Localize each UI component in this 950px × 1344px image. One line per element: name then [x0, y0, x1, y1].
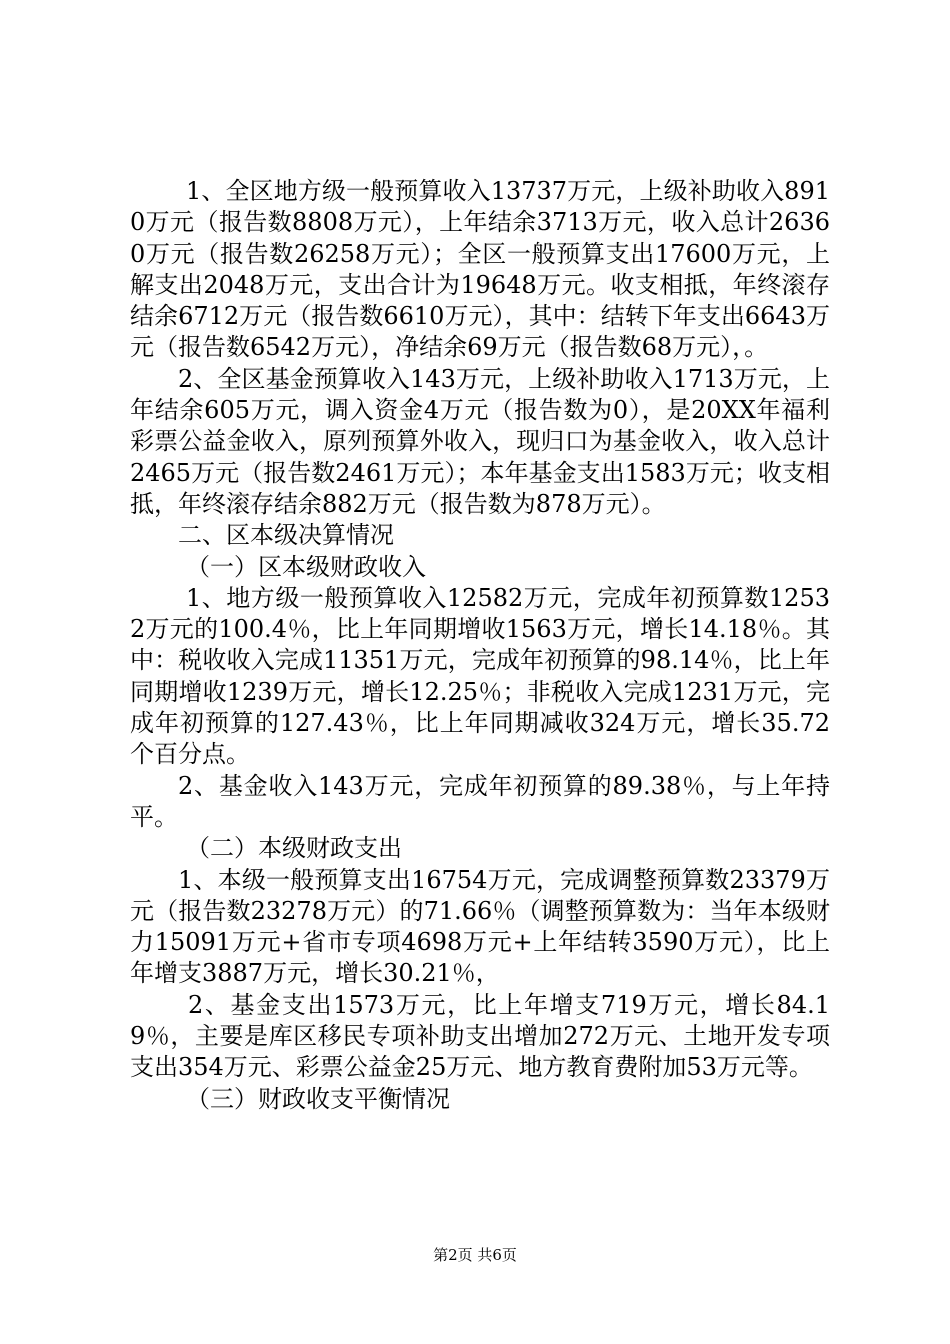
subsection-heading-balance: （三）财政收支平衡情况 [186, 1084, 450, 1113]
subsection-heading-revenue: （一）区本级财政收入 [186, 552, 426, 581]
document-body [130, 176, 830, 1115]
paragraph-fund-budget-summary: 2、全区基金预算收入143万元，上级补助收入1713万元，上年结余605万元，调入资金4万元（报告数为0），是20XX年福利彩票公益金收入，原列预算外收入，现归口为基金收入，收入总计2465万元（报告数2461万元）；本年基金支出1583万元；收支相抵，年终滚存结余882万元（报告数为878万元）。 [130, 364, 830, 518]
paragraph-revenue-fund: 2、基金收入143万元，完成年初预算的89.38％，与上年持平。 [130, 771, 830, 831]
subsection-heading-expenditure: （二）本级财政支出 [186, 834, 402, 863]
paragraph-expenditure-general: 1、本级一般预算支出16754万元，完成调整预算数23379万元（报告数23278万元）的71.66％（调整预算数为：当年本级财力15091万元+省市专项4698万元+上年结转3590万元），比上年增支3887万元，增长30.21％， [130, 865, 830, 988]
page-number-footer: 第2页 共6页 [433, 1246, 517, 1264]
section-heading-district-level: 二、区本级决算情况 [178, 521, 394, 550]
paragraph-expenditure-fund: 2、基金支出1573万元，比上年增支719万元，增长84.19％，主要是库区移民专项补助支出增加272万元、土地开发专项支出354万元、彩票公益金25万元、地方教育费附加53万元等。 [130, 990, 830, 1082]
paragraph-revenue-general: 1、地方级一般预算收入12582万元，完成年初预算数12532万元的100.4％，比上年同期增收1563万元，增长14.18％。其中：税收收入完成11351万元，完成年初预算的98.14％，比上年同期增收1239万元，增长12.25％；非税收入完成1231万元，完成年初预算的127.43％，比上年同期减收324万元，增长35.72个百分点。 [130, 583, 830, 769]
paragraph-general-budget-summary: 1、全区地方级一般预算收入13737万元，上级补助收入8910万元（报告数8808万元），上年结余3713万元，收入总计26360万元（报告数26258万元）；全区一般预算支出17600万元，上解支出2048万元，支出合计为19648万元。收支相抵，年终滚存结余6712万元（报告数6610万元），其中：结转下年支出6643万元（报告数6542万元），净结余69万元（报告数68万元），。 [130, 177, 830, 362]
